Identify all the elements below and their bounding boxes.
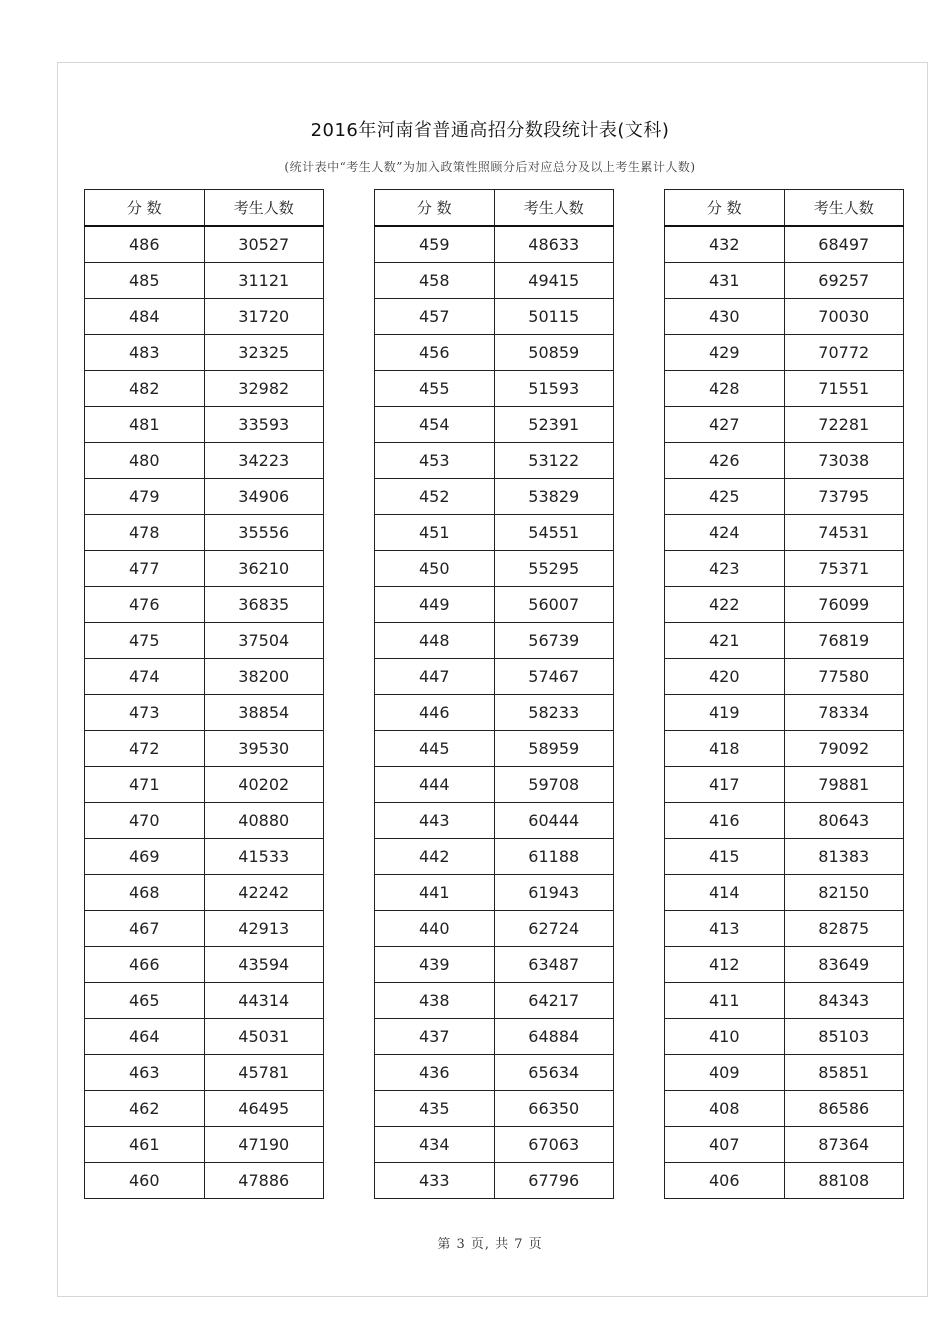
score-cell: 467	[85, 911, 205, 947]
count-cell: 36210	[204, 551, 324, 587]
count-cell: 69257	[784, 263, 904, 299]
table-row	[665, 1127, 904, 1163]
count-cell: 60444	[494, 803, 614, 839]
count-cell: 61943	[494, 875, 614, 911]
score-cell: 486	[85, 226, 205, 263]
table-row	[85, 1163, 324, 1199]
score-cell: 439	[375, 947, 495, 983]
score-cell: 407	[665, 1127, 785, 1163]
score-cell: 415	[665, 839, 785, 875]
count-cell: 80643	[784, 803, 904, 839]
score-cell: 437	[375, 1019, 495, 1055]
count-cell: 32982	[204, 371, 324, 407]
count-cell: 73038	[784, 443, 904, 479]
score-table-1	[84, 189, 324, 1199]
count-cell: 47190	[204, 1127, 324, 1163]
score-cell: 443	[375, 803, 495, 839]
count-cell: 54551	[494, 515, 614, 551]
score-header: 分 数	[375, 190, 495, 227]
count-cell: 61188	[494, 839, 614, 875]
table-row	[665, 263, 904, 299]
table-row	[665, 1163, 904, 1199]
table-row	[665, 659, 904, 695]
count-cell: 56007	[494, 587, 614, 623]
table-row	[665, 371, 904, 407]
score-cell: 469	[85, 839, 205, 875]
table-row	[375, 659, 614, 695]
table-row	[665, 226, 904, 263]
score-cell: 412	[665, 947, 785, 983]
score-cell: 429	[665, 335, 785, 371]
table-row	[665, 335, 904, 371]
count-cell: 56739	[494, 623, 614, 659]
table-row	[375, 335, 614, 371]
score-cell: 406	[665, 1163, 785, 1199]
count-cell: 40880	[204, 803, 324, 839]
count-cell: 40202	[204, 767, 324, 803]
score-cell: 441	[375, 875, 495, 911]
score-cell: 478	[85, 515, 205, 551]
count-cell: 39530	[204, 731, 324, 767]
count-cell: 79092	[784, 731, 904, 767]
table-row	[85, 371, 324, 407]
table-row	[375, 587, 614, 623]
table-row	[85, 226, 324, 263]
table-row	[665, 623, 904, 659]
table-row	[85, 479, 324, 515]
count-cell: 34223	[204, 443, 324, 479]
table-row	[375, 911, 614, 947]
count-cell: 53122	[494, 443, 614, 479]
score-cell: 459	[375, 226, 495, 263]
score-cell: 480	[85, 443, 205, 479]
count-cell: 88108	[784, 1163, 904, 1199]
table-row	[375, 695, 614, 731]
table-row	[85, 1055, 324, 1091]
count-cell: 48633	[494, 226, 614, 263]
table-row	[85, 515, 324, 551]
score-cell: 476	[85, 587, 205, 623]
score-cell: 481	[85, 407, 205, 443]
table-row	[665, 875, 904, 911]
count-header: 考生人数	[204, 190, 324, 227]
score-cell: 474	[85, 659, 205, 695]
score-cell: 431	[665, 263, 785, 299]
score-cell: 483	[85, 335, 205, 371]
count-header: 考生人数	[494, 190, 614, 227]
table-row	[375, 479, 614, 515]
table-row	[85, 803, 324, 839]
count-cell: 70030	[784, 299, 904, 335]
table-row	[85, 947, 324, 983]
table-row	[85, 731, 324, 767]
table-header-row	[375, 190, 614, 227]
table-row	[665, 479, 904, 515]
table-row	[85, 983, 324, 1019]
score-cell: 445	[375, 731, 495, 767]
count-cell: 42913	[204, 911, 324, 947]
count-cell: 31121	[204, 263, 324, 299]
count-cell: 37504	[204, 623, 324, 659]
score-cell: 414	[665, 875, 785, 911]
score-cell: 420	[665, 659, 785, 695]
count-cell: 85103	[784, 1019, 904, 1055]
table-row	[375, 371, 614, 407]
count-cell: 57467	[494, 659, 614, 695]
count-cell: 77580	[784, 659, 904, 695]
count-cell: 66350	[494, 1091, 614, 1127]
table-row	[665, 299, 904, 335]
score-cell: 464	[85, 1019, 205, 1055]
count-cell: 85851	[784, 1055, 904, 1091]
score-cell: 460	[85, 1163, 205, 1199]
table-row	[85, 659, 324, 695]
table-row	[665, 695, 904, 731]
count-cell: 87364	[784, 1127, 904, 1163]
table-row	[375, 226, 614, 263]
score-cell: 410	[665, 1019, 785, 1055]
table-row	[375, 515, 614, 551]
table-row	[665, 911, 904, 947]
score-cell: 466	[85, 947, 205, 983]
count-cell: 82150	[784, 875, 904, 911]
count-cell: 86586	[784, 1091, 904, 1127]
table-row	[375, 299, 614, 335]
count-cell: 31720	[204, 299, 324, 335]
table-row	[85, 443, 324, 479]
score-cell: 446	[375, 695, 495, 731]
count-cell: 45781	[204, 1055, 324, 1091]
score-cell: 433	[375, 1163, 495, 1199]
score-table-3	[664, 189, 904, 1199]
table-row	[375, 839, 614, 875]
count-cell: 42242	[204, 875, 324, 911]
score-cell: 463	[85, 1055, 205, 1091]
table-row	[85, 839, 324, 875]
count-cell: 55295	[494, 551, 614, 587]
score-cell: 485	[85, 263, 205, 299]
count-cell: 33593	[204, 407, 324, 443]
table-row	[85, 587, 324, 623]
table-row	[375, 947, 614, 983]
table-row	[665, 839, 904, 875]
table-row	[375, 1019, 614, 1055]
score-cell: 453	[375, 443, 495, 479]
score-cell: 477	[85, 551, 205, 587]
score-cell: 419	[665, 695, 785, 731]
score-cell: 442	[375, 839, 495, 875]
score-cell: 425	[665, 479, 785, 515]
table-row	[375, 1163, 614, 1199]
score-cell: 450	[375, 551, 495, 587]
score-cell: 417	[665, 767, 785, 803]
score-cell: 456	[375, 335, 495, 371]
count-cell: 75371	[784, 551, 904, 587]
table-row	[375, 623, 614, 659]
table-row	[375, 407, 614, 443]
score-cell: 452	[375, 479, 495, 515]
table-row	[665, 587, 904, 623]
table-row	[85, 407, 324, 443]
page-subtitle: (统计表中“考生人数”为加入政策性照顾分后对应总分及以上考生累计人数)	[284, 160, 696, 174]
table-row	[665, 443, 904, 479]
count-cell: 71551	[784, 371, 904, 407]
count-cell: 34906	[204, 479, 324, 515]
page-title: 2016年河南省普通高招分数段统计表(文科)	[310, 120, 670, 141]
table-row	[85, 1127, 324, 1163]
count-cell: 44314	[204, 983, 324, 1019]
score-cell: 432	[665, 226, 785, 263]
count-cell: 52391	[494, 407, 614, 443]
table-row	[375, 803, 614, 839]
count-cell: 64884	[494, 1019, 614, 1055]
count-cell: 59708	[494, 767, 614, 803]
table-row	[85, 299, 324, 335]
score-cell: 416	[665, 803, 785, 839]
table-header-row	[85, 190, 324, 227]
table-row	[85, 875, 324, 911]
score-cell: 472	[85, 731, 205, 767]
table-row	[665, 407, 904, 443]
count-cell: 81383	[784, 839, 904, 875]
count-cell: 41533	[204, 839, 324, 875]
table-row	[665, 983, 904, 1019]
score-cell: 447	[375, 659, 495, 695]
score-cell: 484	[85, 299, 205, 335]
score-cell: 418	[665, 731, 785, 767]
score-cell: 448	[375, 623, 495, 659]
score-cell: 468	[85, 875, 205, 911]
table-row	[85, 623, 324, 659]
count-cell: 62724	[494, 911, 614, 947]
table-row	[375, 443, 614, 479]
count-cell: 65634	[494, 1055, 614, 1091]
score-cell: 482	[85, 371, 205, 407]
count-cell: 47886	[204, 1163, 324, 1199]
score-header: 分 数	[85, 190, 205, 227]
table-row	[85, 263, 324, 299]
score-cell: 421	[665, 623, 785, 659]
table-row	[375, 731, 614, 767]
score-cell: 428	[665, 371, 785, 407]
table-row	[375, 983, 614, 1019]
count-cell: 84343	[784, 983, 904, 1019]
table-row	[665, 767, 904, 803]
count-cell: 67796	[494, 1163, 614, 1199]
count-cell: 63487	[494, 947, 614, 983]
count-cell: 46495	[204, 1091, 324, 1127]
score-cell: 457	[375, 299, 495, 335]
table-row	[85, 335, 324, 371]
score-cell: 444	[375, 767, 495, 803]
score-cell: 454	[375, 407, 495, 443]
score-cell: 426	[665, 443, 785, 479]
count-cell: 79881	[784, 767, 904, 803]
count-cell: 50115	[494, 299, 614, 335]
table-row	[665, 1055, 904, 1091]
count-cell: 58233	[494, 695, 614, 731]
table-row	[665, 1019, 904, 1055]
table-row	[665, 731, 904, 767]
count-cell: 38854	[204, 695, 324, 731]
table-row	[375, 1127, 614, 1163]
count-cell: 82875	[784, 911, 904, 947]
score-cell: 434	[375, 1127, 495, 1163]
table-row	[375, 263, 614, 299]
count-cell: 73795	[784, 479, 904, 515]
score-cell: 413	[665, 911, 785, 947]
table-row	[85, 1019, 324, 1055]
table-row	[85, 695, 324, 731]
count-cell: 68497	[784, 226, 904, 263]
score-cell: 438	[375, 983, 495, 1019]
score-cell: 427	[665, 407, 785, 443]
table-row	[375, 767, 614, 803]
score-cell: 461	[85, 1127, 205, 1163]
score-cell: 411	[665, 983, 785, 1019]
count-cell: 72281	[784, 407, 904, 443]
score-cell: 475	[85, 623, 205, 659]
table-row	[665, 1091, 904, 1127]
score-cell: 470	[85, 803, 205, 839]
score-cell: 462	[85, 1091, 205, 1127]
count-cell: 49415	[494, 263, 614, 299]
count-cell: 78334	[784, 695, 904, 731]
score-cell: 423	[665, 551, 785, 587]
score-cell: 409	[665, 1055, 785, 1091]
count-cell: 36835	[204, 587, 324, 623]
table-row	[665, 515, 904, 551]
page-footer: 第 3 页, 共 7 页	[437, 1237, 543, 1252]
score-cell: 458	[375, 263, 495, 299]
table-row	[85, 767, 324, 803]
score-cell: 440	[375, 911, 495, 947]
count-cell: 74531	[784, 515, 904, 551]
score-header: 分 数	[665, 190, 785, 227]
score-cell: 473	[85, 695, 205, 731]
table-row	[375, 1055, 614, 1091]
count-cell: 45031	[204, 1019, 324, 1055]
score-cell: 479	[85, 479, 205, 515]
count-cell: 38200	[204, 659, 324, 695]
count-cell: 35556	[204, 515, 324, 551]
count-cell: 64217	[494, 983, 614, 1019]
table-row	[665, 551, 904, 587]
count-cell: 30527	[204, 226, 324, 263]
score-cell: 424	[665, 515, 785, 551]
count-cell: 58959	[494, 731, 614, 767]
count-cell: 53829	[494, 479, 614, 515]
table-row	[665, 803, 904, 839]
score-cell: 436	[375, 1055, 495, 1091]
count-cell: 70772	[784, 335, 904, 371]
count-cell: 50859	[494, 335, 614, 371]
count-cell: 51593	[494, 371, 614, 407]
score-cell: 430	[665, 299, 785, 335]
score-cell: 408	[665, 1091, 785, 1127]
score-cell: 471	[85, 767, 205, 803]
score-cell: 465	[85, 983, 205, 1019]
score-table-2	[374, 189, 614, 1199]
count-cell: 32325	[204, 335, 324, 371]
count-cell: 67063	[494, 1127, 614, 1163]
table-row	[85, 911, 324, 947]
count-cell: 83649	[784, 947, 904, 983]
table-row	[375, 551, 614, 587]
score-cell: 422	[665, 587, 785, 623]
table-row	[85, 1091, 324, 1127]
table-row	[375, 875, 614, 911]
table-header-row	[665, 190, 904, 227]
score-cell: 435	[375, 1091, 495, 1127]
count-header: 考生人数	[784, 190, 904, 227]
count-cell: 76099	[784, 587, 904, 623]
count-cell: 43594	[204, 947, 324, 983]
score-cell: 449	[375, 587, 495, 623]
table-row	[665, 947, 904, 983]
table-row	[375, 1091, 614, 1127]
score-cell: 451	[375, 515, 495, 551]
table-row	[85, 551, 324, 587]
count-cell: 76819	[784, 623, 904, 659]
score-cell: 455	[375, 371, 495, 407]
